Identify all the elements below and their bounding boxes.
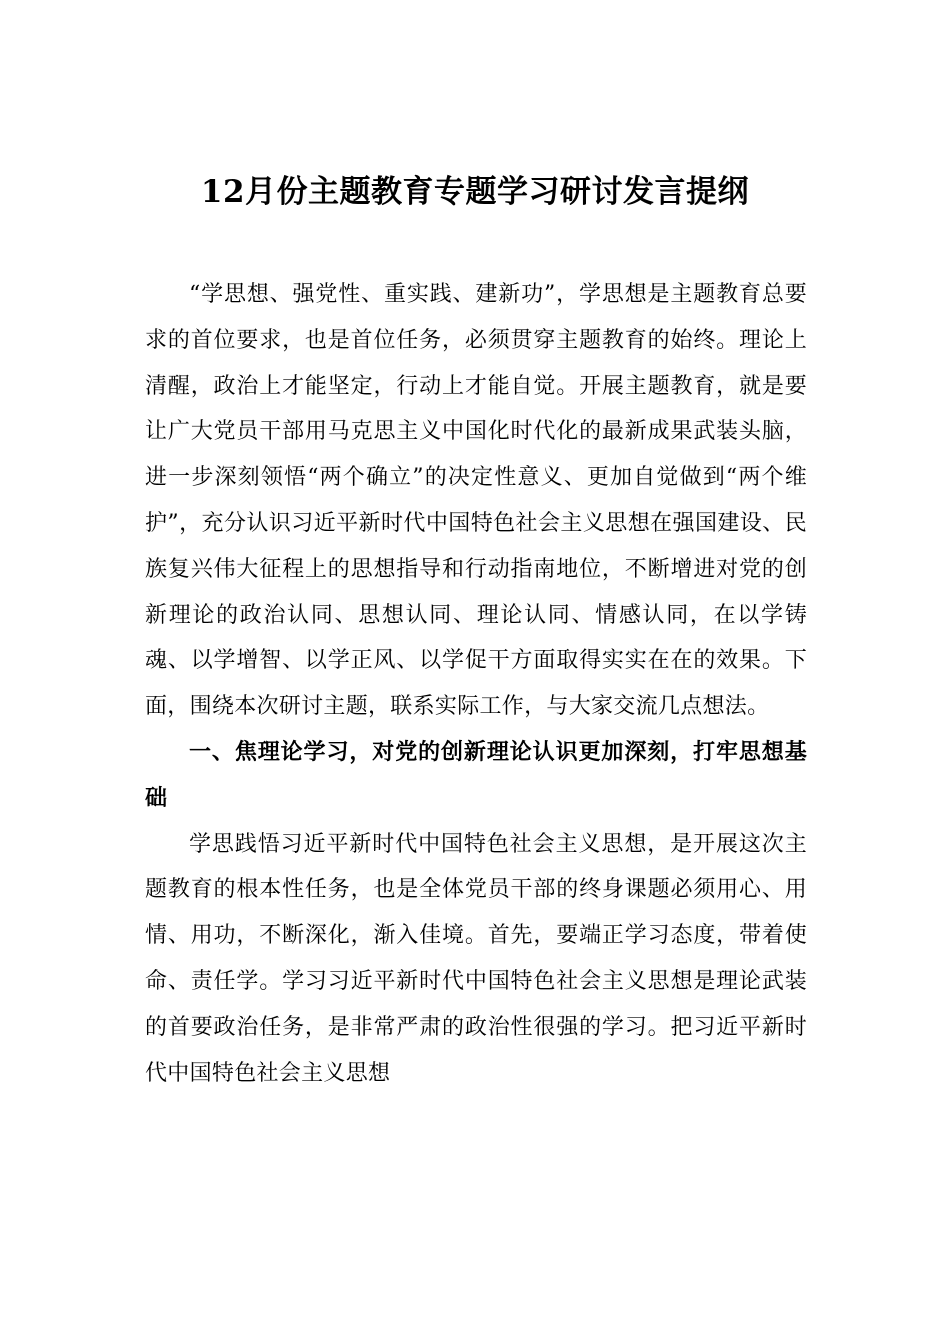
section-heading: 一、焦理论学习，对党的创新理论认识更加深刻，打牢思想基础 — [145, 739, 807, 811]
document-body — [145, 272, 807, 1096]
document-title: 12月份主题教育专题学习研讨发言提纲 — [200, 174, 750, 210]
section-paragraph: 学思践悟习近平新时代中国特色社会主义思想，是开展这次主题教育的根本性任务，也是全体党员干部的终身课题必须用心、用情、用功，不断深化，渐入佳境。首先，要端正学习态度，带着使命、责任学。学习习近平新时代中国特色社会主义思想是理论武装的首要政治任务，是非常严肃的政治性很强的学习。把习近平新时代中国特色社会主义思想 — [145, 831, 807, 1086]
intro-paragraph: “学思想、强党性、重实践、建新功”，学思想是主题教育总要求的首位要求，也是首位任务，必须贯穿主题教育的始终。理论上清醒，政治上才能坚定，行动上才能自觉。开展主题教育，就是要让广大党员干部用马克思主义中国化时代化的最新成果武装头脑，进一步深刻领悟“两个确立”的决定性意义、更加自觉做到“两个维护”，充分认识习近平新时代中国特色社会主义思想在强国建设、民族复兴伟大征程上的思想指导和行动指南地位，不断增进对党的创新理论的政治认同、思想认同、理论认同、情感认同，在以学铸魂、以学增智、以学正风、以学促干方面取得实实在在的效果。下面，围绕本次研讨主题，联系实际工作，与大家交流几点想法。 — [145, 282, 807, 720]
